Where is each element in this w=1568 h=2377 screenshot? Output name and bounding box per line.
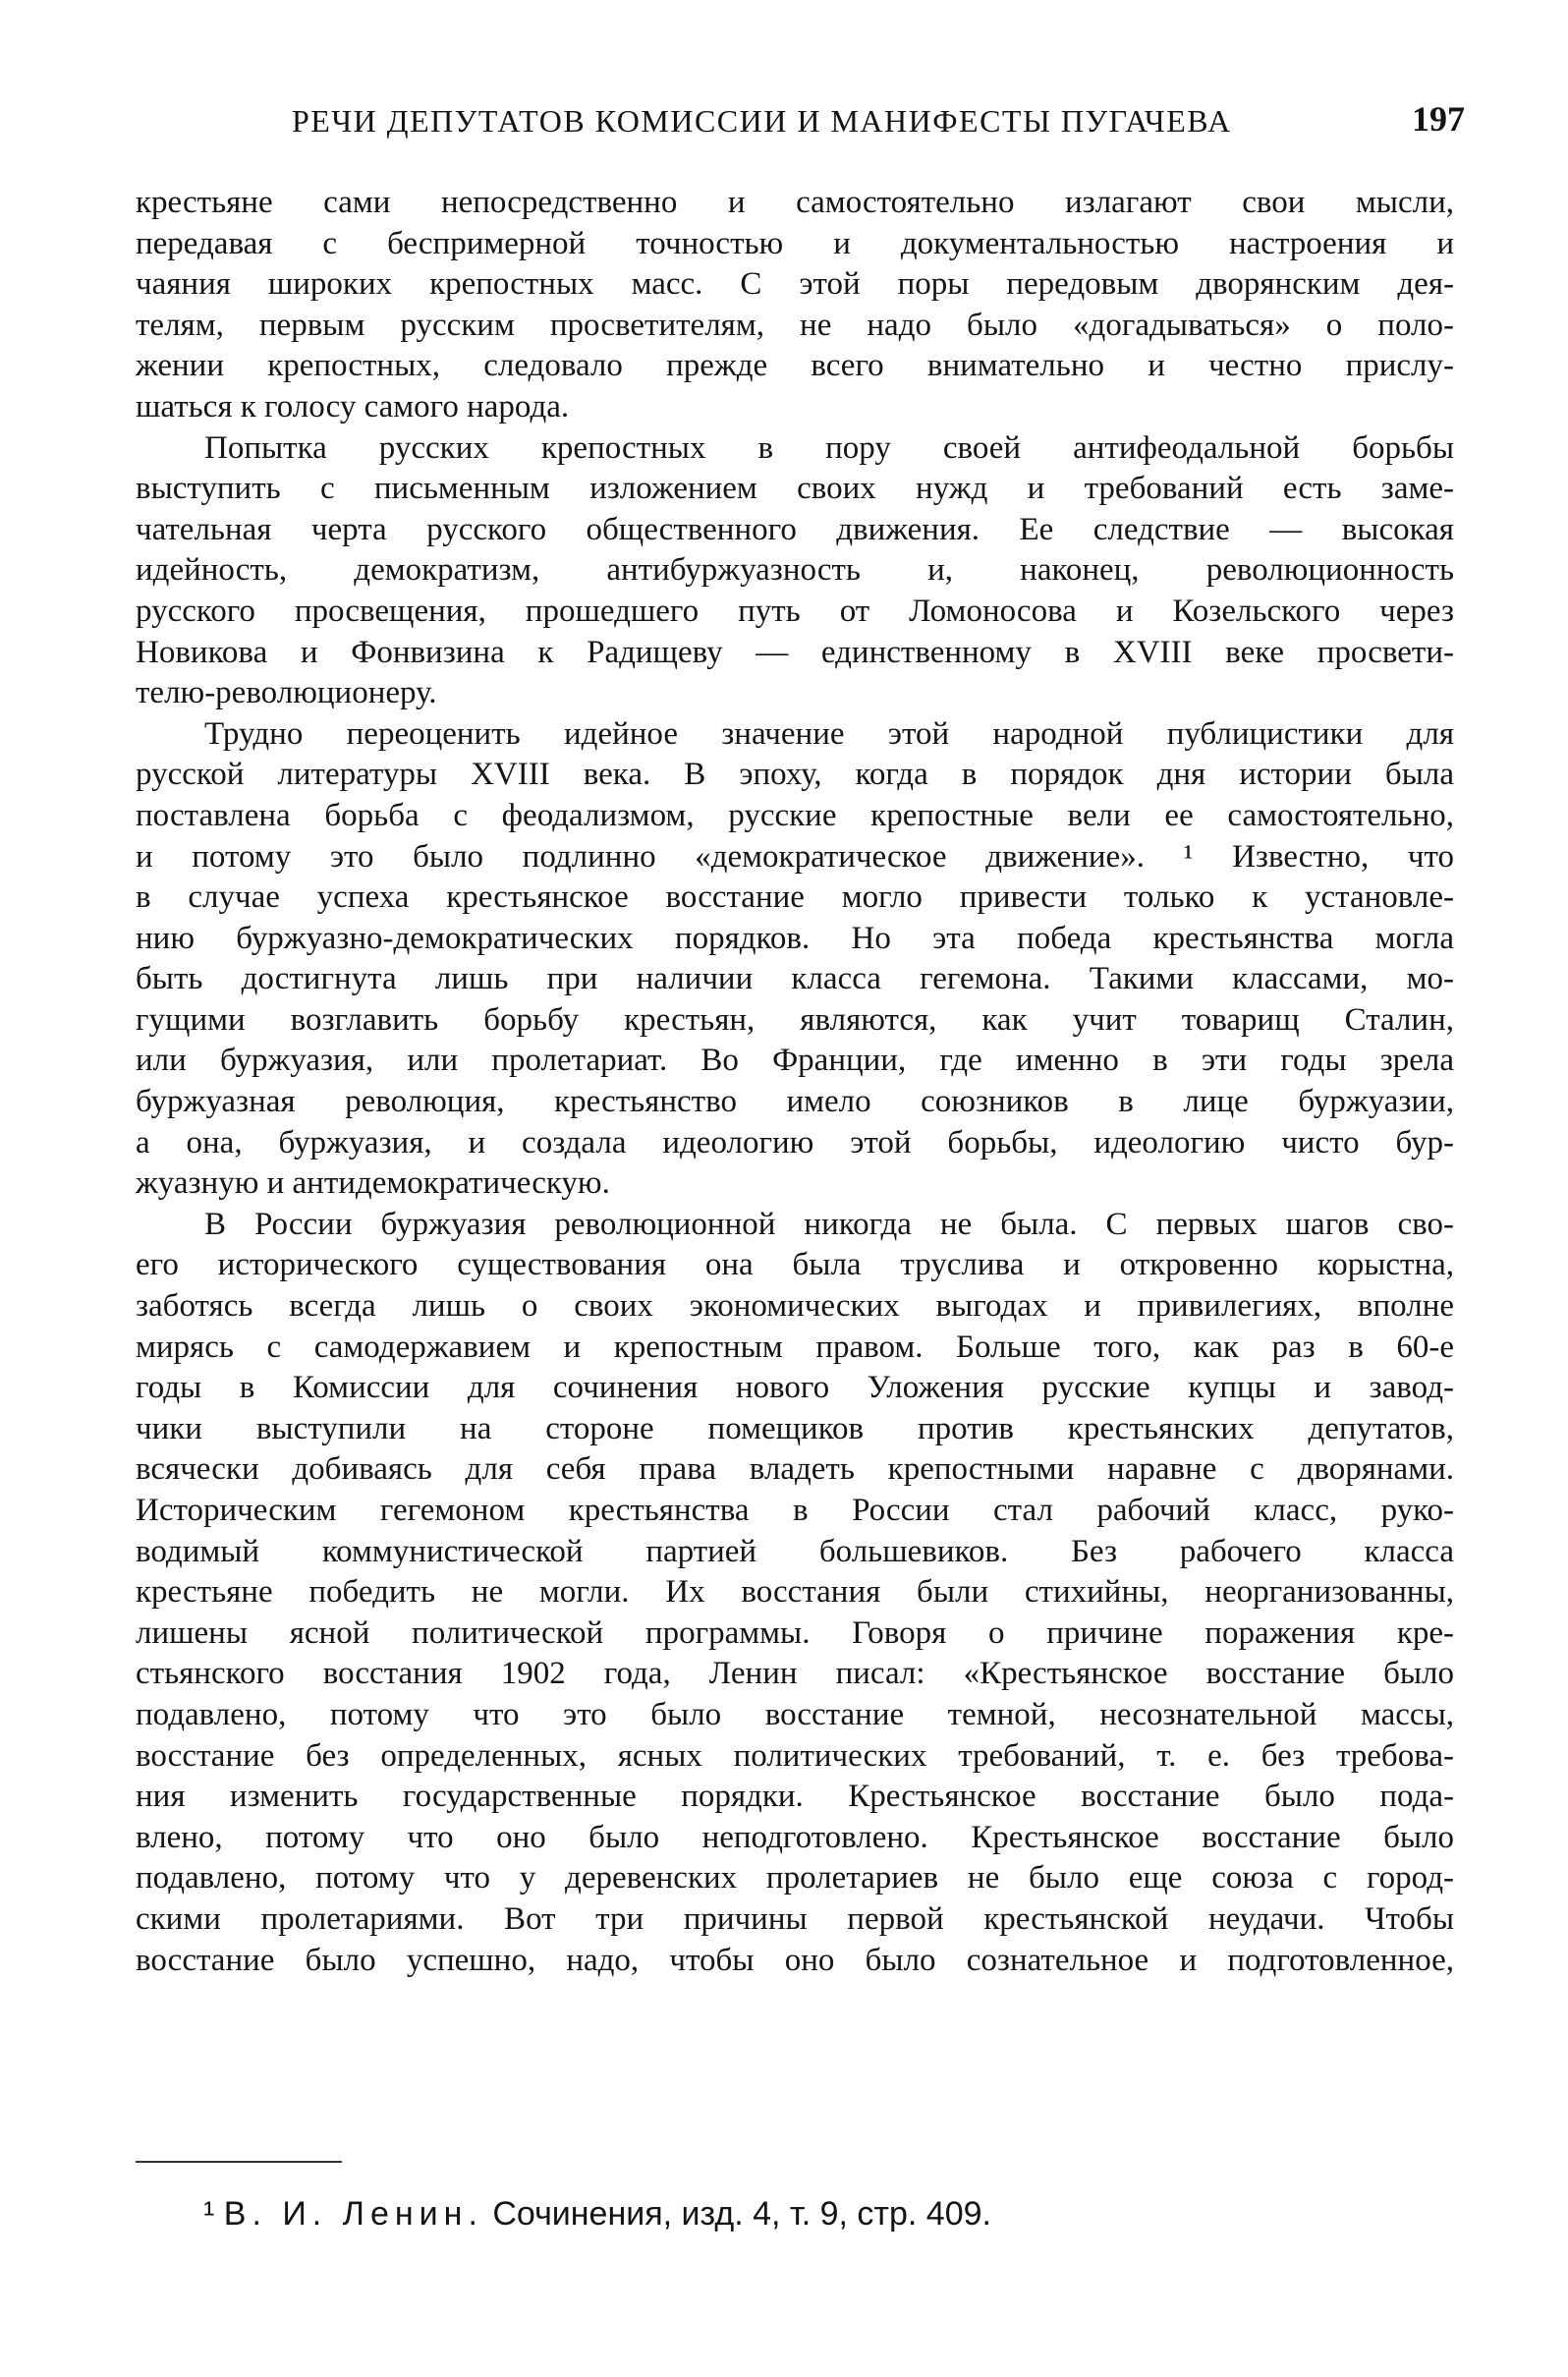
text-line: восстание без определенных, ясных политических требований, т. е. без требова-	[136, 1737, 1454, 1774]
text-line: быть достигнута лишь при наличии класса гегемона. Такими классами, мо-	[136, 961, 1454, 997]
running-title: РЕЧИ ДЕПУТАТОВ КОМИССИИ И МАНИФЕСТЫ ПУГАЧЕВА	[292, 103, 1232, 139]
text-line: и потому это было подлинно «демократическое движение». ¹ Известно, что	[136, 838, 1454, 875]
text-line: мирясь с самодержавием и крепостным правом. Больше того, как раз в 60-е	[136, 1329, 1454, 1365]
footnote	[203, 2192, 991, 2236]
text-line: телям, первым русским просветителям, не надо было «догадываться» о поло-	[136, 307, 1454, 343]
text-line: чики выступили на стороне помещиков против крестьянских депутатов,	[136, 1410, 1454, 1446]
text-line: чательная черта русского общественного движения. Ее следствие — высокая	[136, 511, 1454, 547]
text-line: восстание было успешно, надо, чтобы оно было сознательное и подготовленное,	[136, 1942, 1454, 1978]
text-line: телю-революционеру.	[136, 675, 437, 711]
text-line: идейность, демократизм, антибуржуазность и, наконец, революционность	[136, 552, 1454, 589]
text-line: всячески добиваясь для себя права владеть крепостными наравне с дворянами.	[136, 1451, 1454, 1488]
text-line: русского просвещения, прошедшего путь от Ломоносова и Козельского через	[136, 593, 1454, 629]
text-line: влено, потому что оно было неподготовлено. Крестьянское восстание было	[136, 1819, 1454, 1855]
text-line: буржуазная революция, крестьянство имело союзников в лице буржуазии,	[136, 1084, 1454, 1120]
paragraph-start-line: Трудно переоценить идейное значение этой народной публицистики для	[204, 715, 1454, 752]
text-line: ния изменить государственные порядки. Крестьянское восстание было пода-	[136, 1779, 1454, 1815]
text-line: подавлено, потому что у деревенских пролетариев не было еще союза с город-	[136, 1860, 1454, 1896]
text-line: крестьяне сами непосредственно и самостоятельно излагают свои мысли,	[136, 185, 1454, 220]
text-line: его исторического существования она была труслива и откровенно корыстна,	[136, 1247, 1454, 1283]
text-line: годы в Комиссии для сочинения нового Уложения русские купцы и завод-	[136, 1370, 1454, 1406]
text-line: скими пролетариями. Вот три причины первой крестьянской неудачи. Чтобы	[136, 1900, 1454, 1937]
text-line: шаться к голосу самого народа.	[136, 388, 570, 424]
text-line: чаяния широких крепостных масс. С этой поры передовым дворянским дея-	[136, 266, 1454, 303]
text-line: подавлено, потому что это было восстание темной, несознательной массы,	[136, 1696, 1454, 1732]
footnote-author: В. И. Ленин.	[223, 2195, 483, 2233]
text-line: жуазную и антидемократическую.	[136, 1165, 610, 1202]
text-line: Историческим гегемоном крестьянства в России стал рабочий класс, руко-	[136, 1493, 1454, 1528]
text-line: или буржуазия, или пролетариат. Во Франции, где именно в эти годы зрела	[136, 1043, 1454, 1079]
footnote-citation: Сочинения, изд. 4, т. 9, стр. 409.	[492, 2195, 991, 2233]
text-line: Новикова и Фонвизина к Радищеву — единственному в XVIII веке просвети-	[136, 634, 1454, 670]
footnote-divider	[136, 2161, 342, 2163]
text-line: поставлена борьба с феодализмом, русские крепостные вели ее самостоятельно,	[136, 797, 1454, 833]
paragraph-start-line: Попытка русских крепостных в пору своей антифеодальной борьбы	[204, 429, 1454, 466]
text-line: крестьяне победить не могли. Их восстания были стихийны, неорганизованны,	[136, 1574, 1454, 1611]
text-line: русской литературы XVIII века. В эпоху, когда в порядок дня истории была	[136, 757, 1454, 793]
text-line: водимый коммунистической партией большевиков. Без рабочего класса	[136, 1533, 1454, 1569]
paragraph-start-line: В России буржуазия революционной никогда не была. С первых шагов сво-	[204, 1206, 1454, 1242]
text-line: стьянского восстания 1902 года, Ленин писал: «Крестьянское восстание было	[136, 1656, 1454, 1692]
body-text	[136, 183, 1454, 1981]
text-line: жении крепостных, следовало прежде всего внимательно и честно прислу-	[136, 348, 1454, 384]
text-line: а она, буржуазия, и создала идеологию этой борьбы, идеологию чисто бур-	[136, 1124, 1454, 1160]
text-line: выступить с письменным изложением своих нужд и требований есть заме-	[136, 471, 1454, 507]
text-line: нию буржуазно-демократических порядков. Но эта победа крестьянства могла	[136, 920, 1454, 956]
footnote-marker: ¹	[203, 2195, 215, 2233]
text-line: передавая с беспримерной точностью и документальностью настроения и	[136, 225, 1454, 261]
page-number: 197	[1412, 99, 1465, 139]
text-line: гущими возглавить борьбу крестьян, являются, как учит товарищ Сталин,	[136, 1001, 1454, 1038]
text-line: лишены ясной политической программы. Говоря о причине поражения кре-	[136, 1614, 1454, 1651]
text-line: в случае успеха крестьянское восстание могло привести только к установле-	[136, 879, 1454, 916]
text-line: заботясь всегда лишь о своих экономических выгодах и привилегиях, вполне	[136, 1288, 1454, 1325]
